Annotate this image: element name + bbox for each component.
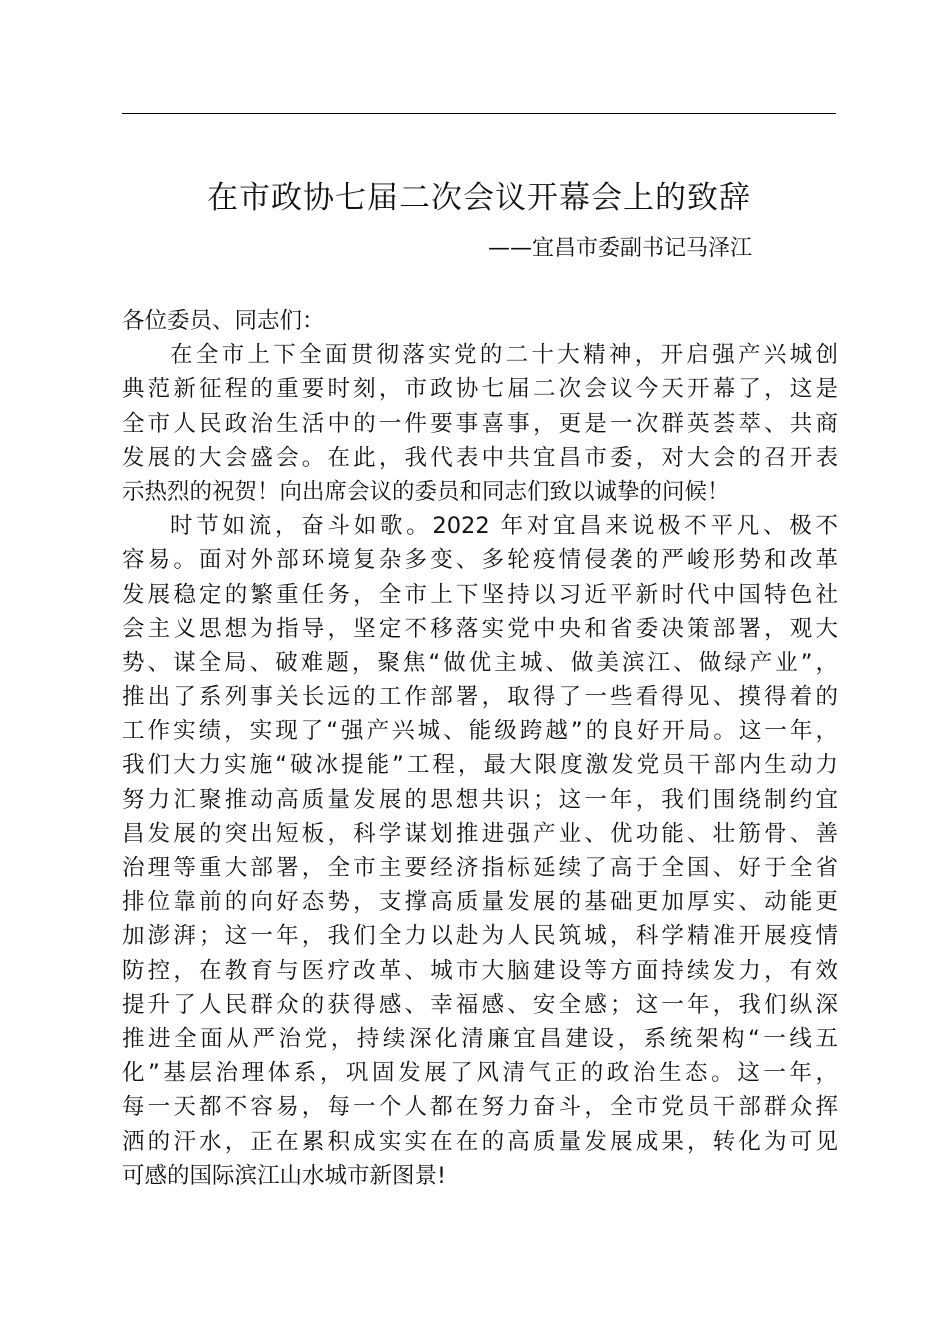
paragraph-2-line: 势、谋全局、破难题，聚焦“做优主城、做美滨江、做绿产业”， <box>122 649 838 676</box>
paragraph-1-line: 全市人民政治生活中的一件要事喜事，更是一次群英荟萃、共商 <box>122 410 838 437</box>
paragraph-2-line: 容易。面对外部环境复杂多变、多轮疫情侵袭的严峻形势和改革 <box>122 547 838 574</box>
paragraph-2-line: 时节如流，奋斗如歌。2022 年对宜昌来说极不平凡、极不 <box>170 513 838 540</box>
paragraph-2-line: 努力汇聚推动高质量发展的思想共识；这一年，我们围绕制约宜 <box>122 786 838 813</box>
speaker-byline: ——宜昌市委副书记马泽江 <box>487 236 752 261</box>
paragraph-2-line: 推出了系列事关长远的工作部署，取得了一些看得见、摸得着的 <box>122 684 838 711</box>
paragraph-1-line: 典范新征程的重要时刻，市政协七届二次会议今天开幕了，这是 <box>122 376 838 403</box>
paragraph-2-line: 排位靠前的向好态势，支撑高质量发展的基础更加厚实、动能更 <box>122 889 838 916</box>
paragraph-2-line: 推进全面从严治党，持续深化清廉宜昌建设，系统架构“一线五 <box>122 1025 838 1052</box>
paragraph-1-line: 示热烈的祝贺！向出席会议的委员和同志们致以诚挚的问候！ <box>122 478 730 505</box>
paragraph-2-line: 洒的汗水，正在累积成实实在在的高质量发展成果，转化为可见 <box>122 1128 838 1155</box>
paragraph-2-line: 治理等重大部署，全市主要经济指标延续了高于全国、好于全省 <box>122 855 838 881</box>
paragraph-2-line: 每一天都不容易，每一个人都在努力奋斗，全市党员干部群众挥 <box>122 1094 838 1121</box>
speech-body <box>122 304 838 1193</box>
paragraph-2-line: 我们大力实施“破冰提能”工程，最大限度激发党员干部内生动力 <box>122 752 838 779</box>
paragraph-2-line: 提升了人民群众的获得感、幸福感、安全感；这一年，我们纵深 <box>122 991 838 1018</box>
paragraph-2-line: 化”基层治理体系，巩固发展了风清气正的政治生态。这一年， <box>122 1060 838 1087</box>
paragraph-1-line: 在全市上下全面贯彻落实党的二十大精神，开启强产兴城创 <box>170 342 838 369</box>
paragraph-2-line: 防控，在教育与医疗改革、城市大脑建设等方面持续发力，有效 <box>122 957 838 984</box>
paragraph-2-line: 加澎湃；这一年，我们全力以赴为人民筑城，科学精准开展疫情 <box>122 923 838 950</box>
paragraph-2-line: 可感的国际滨江山水城市新图景! <box>122 1162 447 1189</box>
paragraph-2-line: 工作实绩，实现了“强产兴城、能级跨越”的良好开局。这一年， <box>122 718 838 745</box>
paragraph-2-line: 会主义思想为指导，坚定不移落实党中央和省委决策部署，观大 <box>122 615 838 642</box>
salutation: 各位委员、同志们： <box>122 308 325 334</box>
header-rule <box>122 113 836 114</box>
paragraph-2-line: 昌发展的突出短板，科学谋划推进强产业、优功能、壮筋骨、善 <box>122 820 838 847</box>
page-title: 在市政协七届二次会议开幕会上的致辞 <box>207 180 751 216</box>
paragraph-1-line: 发展的大会盛会。在此，我代表中共宜昌市委，对大会的召开表 <box>122 444 838 471</box>
paragraph-2-line: 发展稳定的繁重任务，全市上下坚持以习近平新时代中国特色社 <box>122 581 838 608</box>
